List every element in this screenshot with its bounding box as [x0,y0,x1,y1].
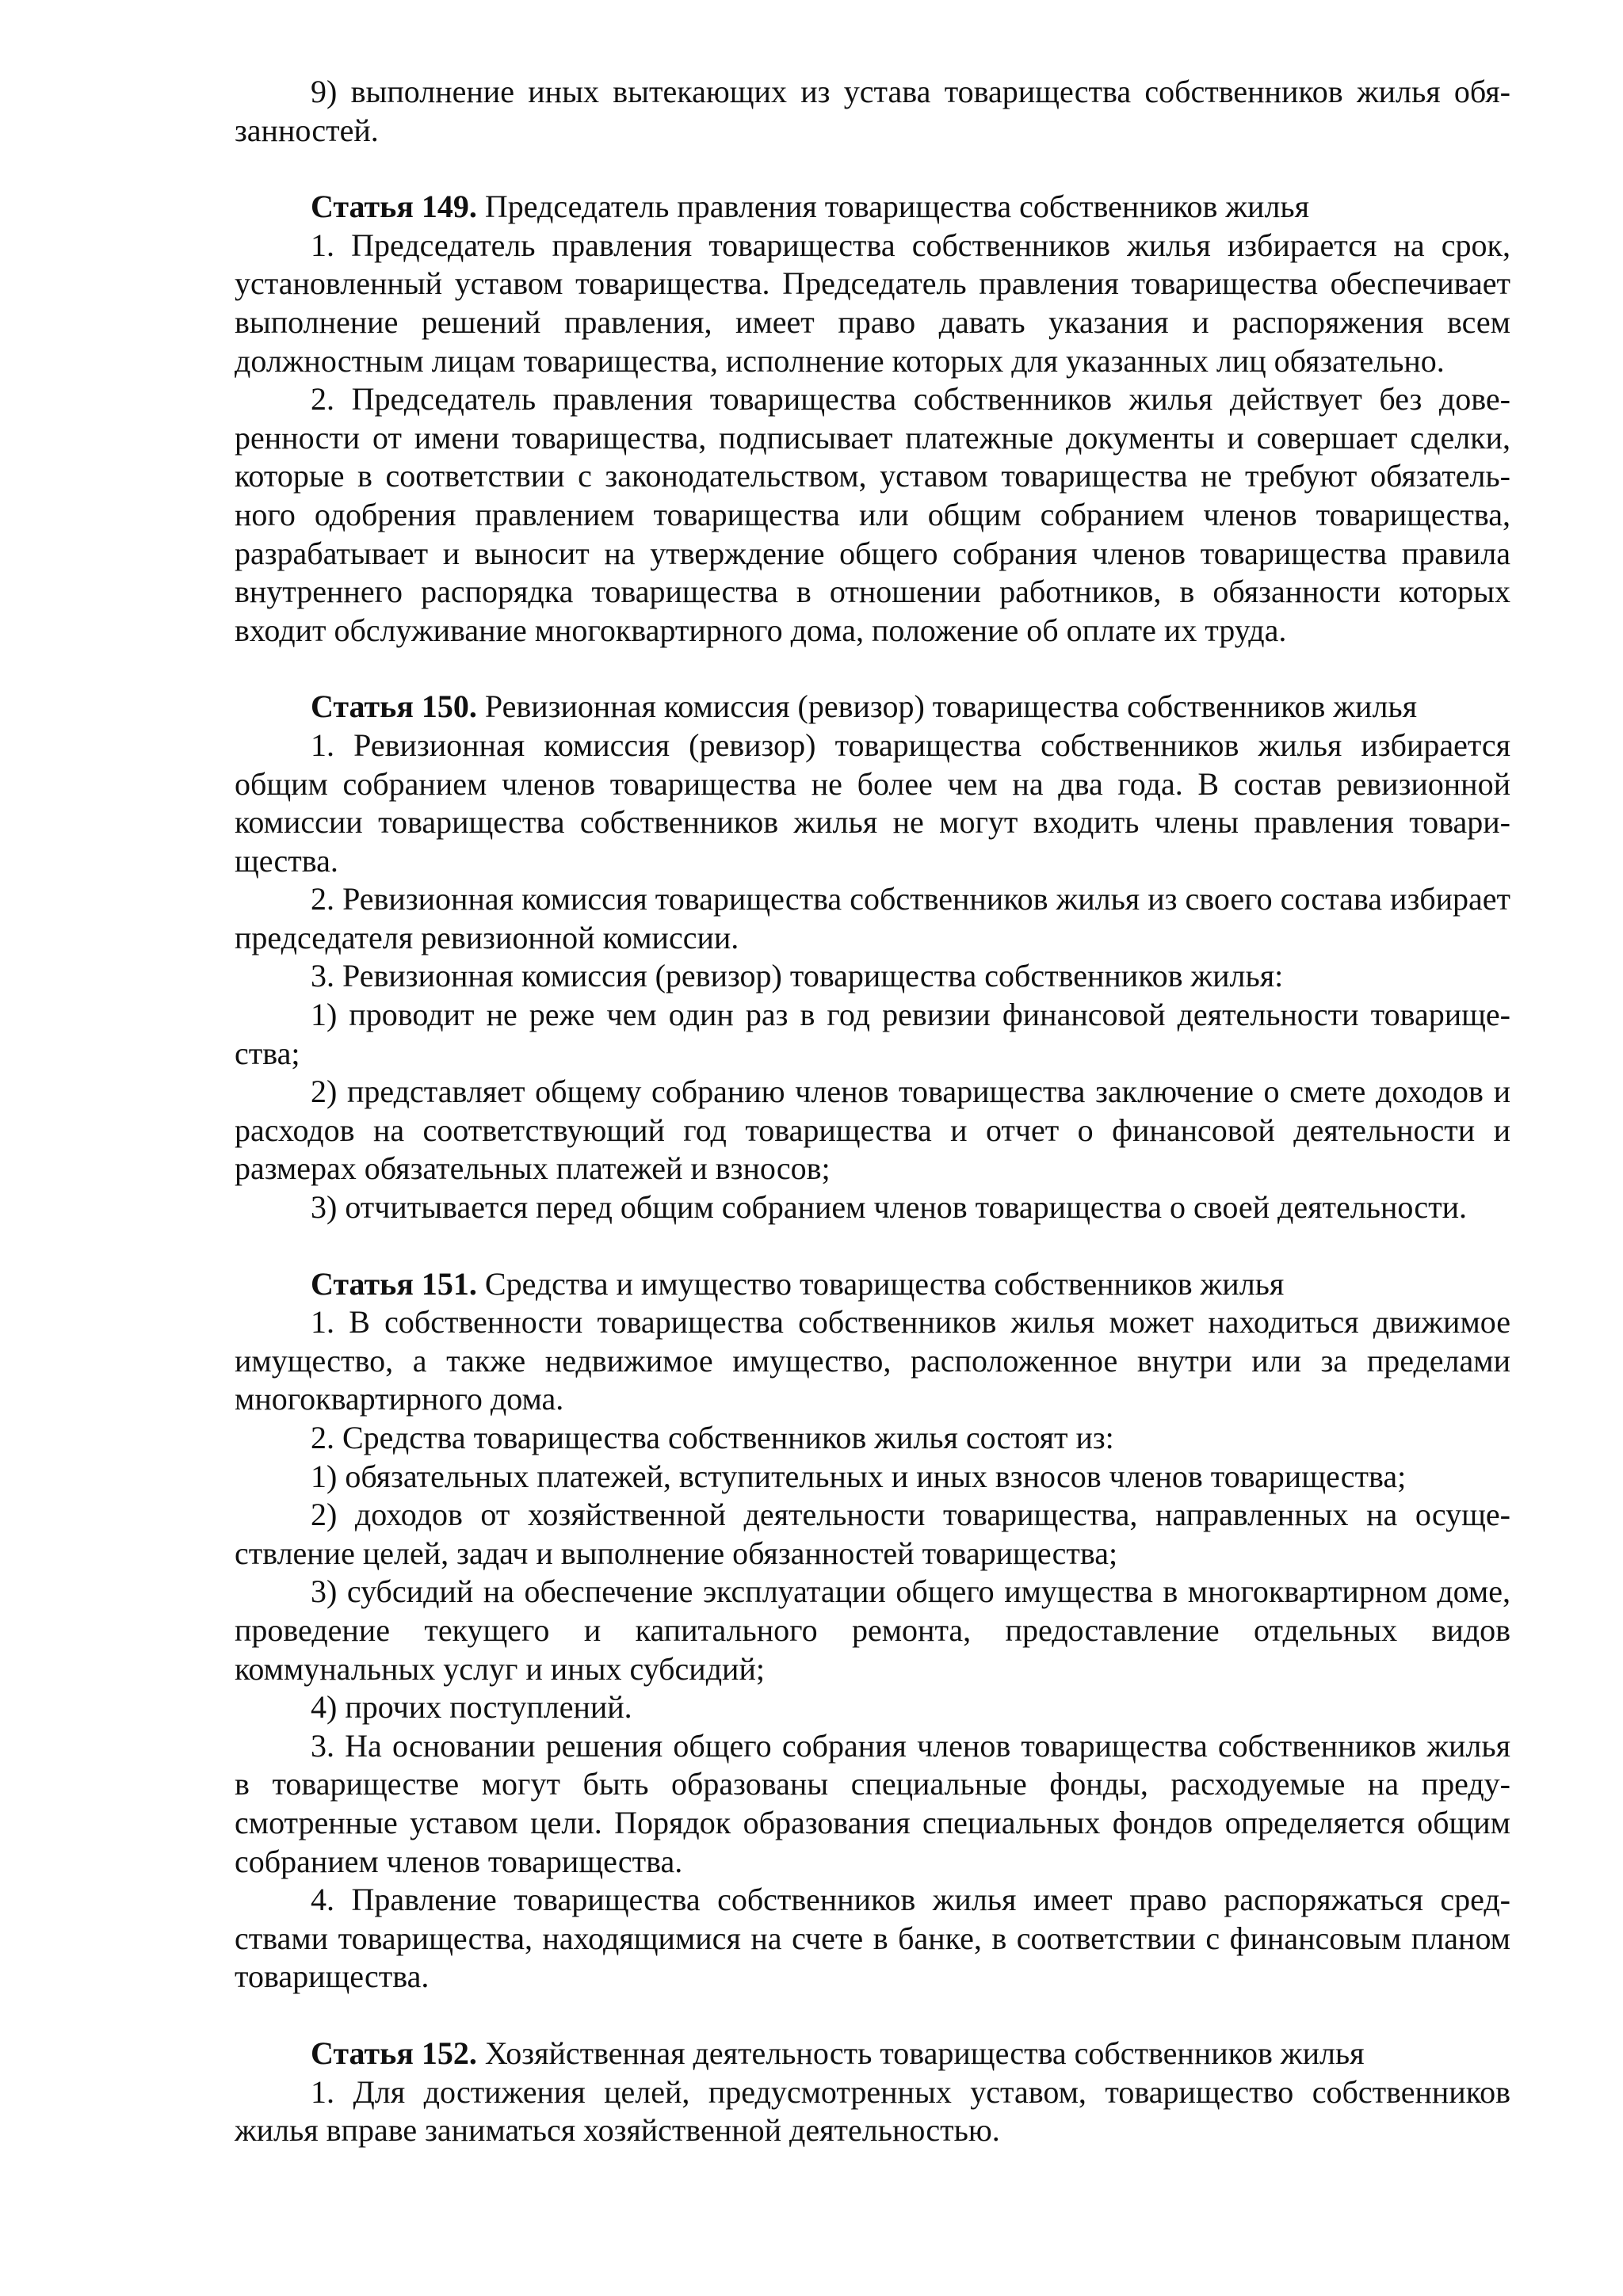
article-number: Статья 151. [311,1265,477,1302]
paragraph: 1. В собственности товарищества собственников жилья может находиться движимое имущество, а также недвижимое имущество, расположенное внутри или за пределами многоквартирного дома. [235,1304,1510,1417]
article-heading [235,688,1510,727]
paragraph: 1. Ревизионная комиссия (ревизор) товарищества собственников жилья избирается общим собранием членов товарищества не более чем на два года. В состав ревизионной комиссии товарищества собственников жилья не могут входить члены правления товарищества. [235,727,1510,879]
article-title: Председатель правления товарищества собственников жилья [484,189,1310,225]
article-heading [235,2035,1510,2073]
paragraph: 1. Для достижения целей, предусмотренных уставом, товарищество собственников жилья вправе заниматься хозяйственной деятельностью. [235,2073,1510,2149]
article-149 [235,188,1510,650]
paragraph: 9) выполнение иных вытекающих из устава товарищества собственников жилья обязанностей. [235,74,1510,148]
article-title: Хозяйственная деятельность товарищества собственников жилья [484,2035,1365,2071]
intro-block [235,73,1510,150]
article-heading [235,188,1510,227]
article-152 [235,2035,1510,2150]
paragraph: 2. Ревизионная комиссия товарищества собственников жилья из своего состава избирает председателя ревизионной комиссии. [235,881,1510,955]
article-number: Статья 152. [311,2035,477,2071]
article-number: Статья 150. [311,688,477,725]
paragraph: 2) представляет общему собранию членов товарищества заключение о смете доходов и расходов на соответствующий год товарищества и отчет о финансовой деятельности и размерах обязательных платежей и взносов; [235,1074,1510,1187]
paragraph: 2. Председатель правления товарищества собственников жилья действует без доверенности от имени товарищества, подписывает платежные документы и совершает сделки, которые в соответствии с законодательством, уставом товарищества не требуют обязательного одобрения правлением товарищества или общим собранием членов товарищества, разрабатывает и выносит на утверждение общего собрания членов товарищества правила внутреннего распорядка товарищества в отношении работников, в обязанности которых входит обслуживание многоквартирного дома, положение об оплате их труда. [235,381,1510,648]
document-page [235,73,1510,2150]
article-number: Статья 149. [311,189,477,225]
paragraph: 1) проводит не реже чем один раз в год ревизии финансовой деятельности товарищества; [235,997,1510,1071]
article-title: Ревизионная комиссия (ревизор) товарищества собственников жилья [484,688,1418,725]
article-150 [235,688,1510,1226]
paragraph: 1) обязательных платежей, вступительных и иных взносов членов товарищества; [311,1458,1407,1494]
paragraph: 2) доходов от хозяйственной деятельности товарищества, направленных на осуществление целей, задач и выполнение обязанностей товарищества; [235,1497,1510,1571]
paragraph: 3. На основании решения общего собрания членов товарищества собственников жилья в товариществе могут быть образованы специальные фонды, расходуемые на предусмотренные уставом цели. Порядок образования специальных фондов определяется общим собранием членов товарищества. [235,1727,1510,1879]
article-title: Средства и имущество товарищества собственников жилья [484,1265,1285,1302]
article-151 [235,1265,1510,1997]
paragraph: 2. Средства товарищества собственников жилья состоят из: [311,1420,1114,1455]
paragraph: 3) отчитывается перед общим собранием членов товарищества о своей деятельности. [311,1189,1467,1226]
paragraph: 1. Председатель правления товарищества собственников жилья избирается на срок, установленный уставом товарищества. Председатель правления товарищества обеспечивает выполнение решений правления, имеет право давать указания и распоряжения всем должностным лицам товарищества, исполнение которых для указанных лиц обязательно. [235,227,1510,379]
paragraph: 3) субсидий на обеспечение эксплуатации общего имущества в многоквартирном доме, проведение текущего и капитального ремонта, предоставление отдельных видов коммунальных услуг и иных субсидий; [235,1573,1510,1687]
paragraph: 3. Ревизионная комиссия (ревизор) товарищества собственников жилья: [311,958,1284,994]
article-heading [235,1265,1510,1304]
paragraph: 4. Правление товарищества собственников жилья имеет право распоряжаться средствами товарищества, находящимися на счете в банке, в соответствии с финансовым планом товарищества. [235,1882,1510,1995]
paragraph: 4) прочих поступлений. [311,1689,632,1726]
